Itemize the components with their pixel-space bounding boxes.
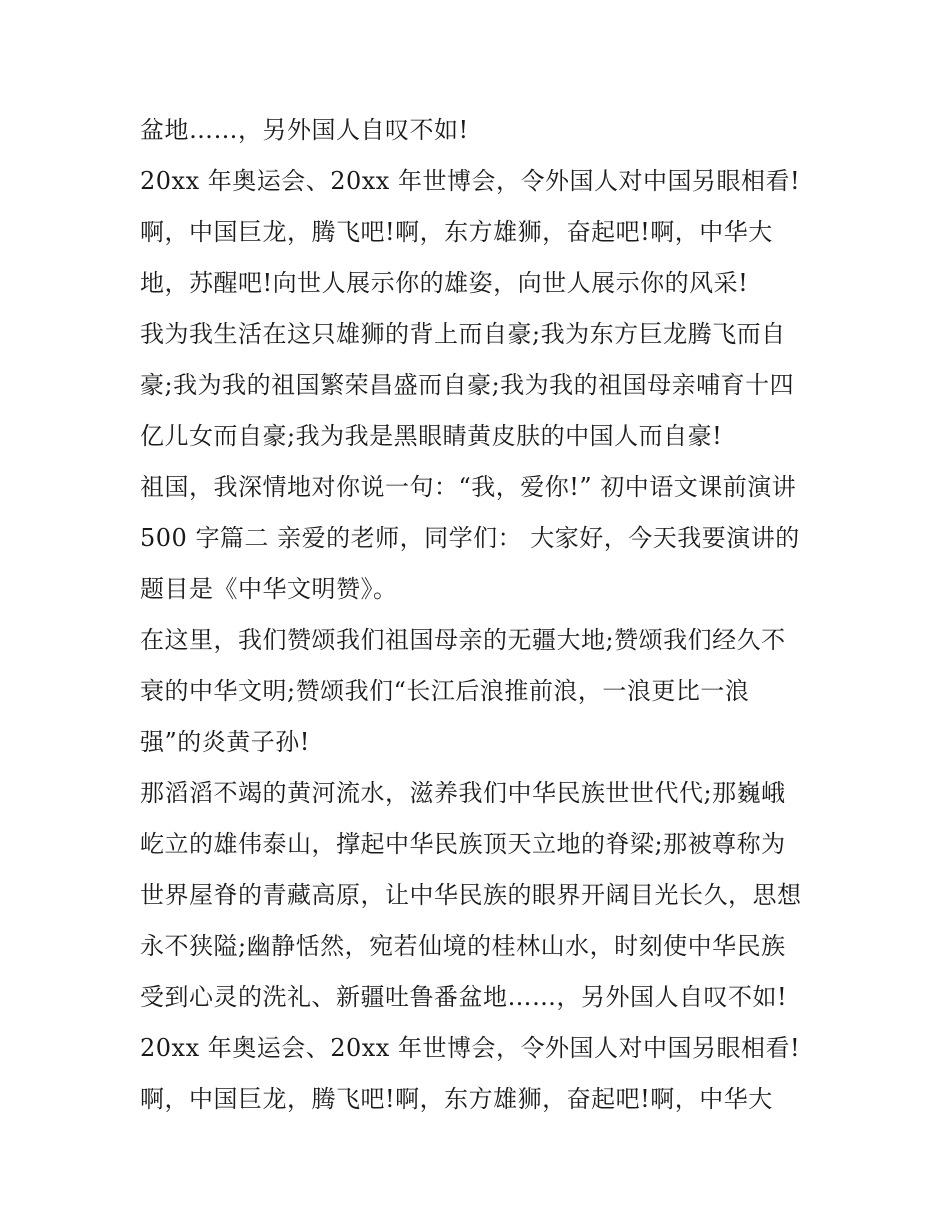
text-line: 祖国，我深情地对你说一句：“我，爱你!” 初中语文课前演讲 xyxy=(140,473,797,501)
text-line: 受到心灵的洗礼、新疆吐鲁番盆地……，另外国人自叹不如! xyxy=(140,983,788,1011)
text-line: 啊，中国巨龙，腾飞吧!啊，东方雄狮，奋起吧!啊，中华大 xyxy=(140,218,773,246)
text-line: 那滔滔不竭的黄河流水，滋养我们中华民族世世代代;那巍峨 xyxy=(140,779,786,807)
text-line: 盆地……，另外国人自叹不如! xyxy=(140,116,469,144)
document-body xyxy=(140,105,840,1125)
text-line: 屹立的雄伟泰山，撑起中华民族顶天立地的脊梁;那被尊称为 xyxy=(140,830,786,858)
text-line: 题目是《中华文明赞》。 xyxy=(140,575,398,603)
text-line: 在这里，我们赞颂我们祖国母亲的无疆大地;赞颂我们经久不 xyxy=(140,626,786,654)
text-line: 500 字篇二 亲爱的老师，同学们： 大家好，今天我要演讲的 xyxy=(140,524,800,552)
text-line: 啊，中国巨龙，腾飞吧!啊，东方雄狮，奋起吧!啊，中华大 xyxy=(140,1085,773,1113)
text-line: 豪;我为我的祖国繁荣昌盛而自豪;我为我的祖国母亲哺育十四 xyxy=(140,371,795,399)
text-line: 20xx 年奥运会、20xx 年世博会，令外国人对中国另眼相看! xyxy=(140,1034,801,1062)
text-line: 亿儿女而自豪;我为我是黑眼睛黄皮肤的中国人而自豪! xyxy=(140,422,723,450)
text-line: 强”的炎黄子孙! xyxy=(140,728,310,756)
text-line: 世界屋脊的青藏高原，让中华民族的眼界开阔目光长久，思想 xyxy=(140,881,802,909)
text-line: 20xx 年奥运会、20xx 年世博会，令外国人对中国另眼相看! xyxy=(140,167,801,195)
text-line: 我为我生活在这只雄狮的背上而自豪;我为东方巨龙腾飞而自 xyxy=(140,320,786,348)
text-line: 永不狭隘;幽静恬然，宛若仙境的桂林山水，时刻使中华民族 xyxy=(140,932,786,960)
text-line: 地，苏醒吧!向世人展示你的雄姿，向世人展示你的风采! xyxy=(140,269,749,297)
text-line: 衰的中华文明;赞颂我们“长江后浪推前浪，一浪更比一浪 xyxy=(140,677,750,705)
